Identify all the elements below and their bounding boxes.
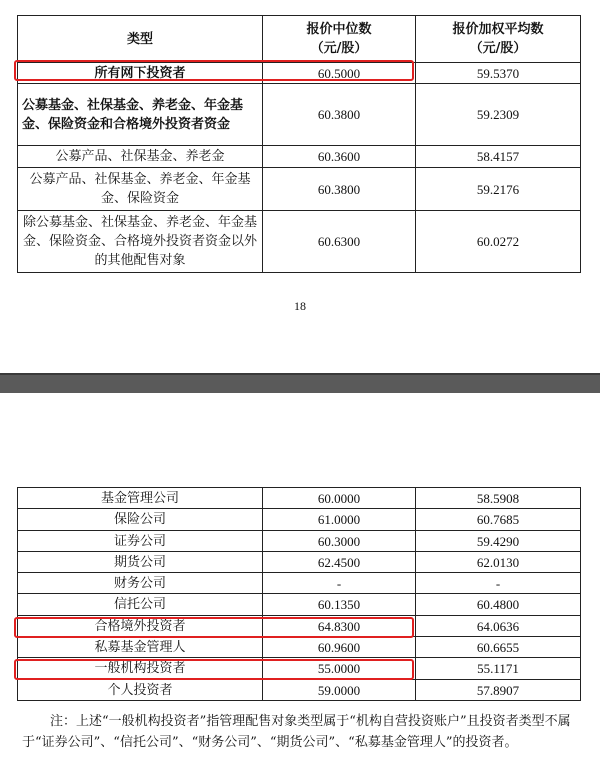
table-row <box>18 84 581 146</box>
header-median-unit: （元/股） <box>310 41 368 56</box>
row-weighted: 59.2309 <box>416 84 581 146</box>
row-median: 60.3800 <box>263 168 416 211</box>
page-number: 18 <box>294 299 306 313</box>
footnote: 注：上述“一般机构投资者”指管理配售对象类型属于“机构自营投资账户”且投资者类型不属于“证券公司”、“信托公司”、“财务公司”、“期货公司”、“私募基金管理人”的投资者。 <box>22 714 571 750</box>
table-row <box>18 594 581 616</box>
row-type: 除公募基金、社保基金、养老金、年金基金、保险资金、合格境外投资者资金以外的其他配售对象 <box>18 211 263 273</box>
row-weighted: 60.0272 <box>416 211 581 273</box>
page-separator <box>0 373 600 393</box>
row-median: 60.1350 <box>263 594 416 616</box>
row-weighted: 59.5370 <box>416 63 581 84</box>
header-weighted-title: 报价加权平均数 <box>452 22 544 37</box>
row-weighted: 58.5908 <box>416 488 581 509</box>
header-weighted-unit: （元/股） <box>469 41 527 56</box>
row-type: 期货公司 <box>18 552 263 573</box>
row-weighted: 59.4290 <box>416 531 581 552</box>
row-type: 保险公司 <box>18 509 263 531</box>
row-median: 61.0000 <box>263 509 416 531</box>
table-row <box>18 658 581 680</box>
row-weighted: 60.6655 <box>416 637 581 658</box>
row-median: 55.0000 <box>263 658 416 680</box>
row-weighted: 55.1171 <box>416 658 581 680</box>
row-weighted: - <box>416 573 581 594</box>
row-type: 私募基金管理人 <box>18 637 263 658</box>
header-weighted <box>416 16 581 63</box>
row-median: 59.0000 <box>263 680 416 701</box>
table-row <box>18 63 581 84</box>
row-type: 公募产品、社保基金、养老金、年金基金、保险资金 <box>18 168 263 211</box>
row-median: 60.5000 <box>263 63 416 84</box>
row-type: 公募基金、社保基金、养老金、年金基金、保险资金和合格境外投资者资金 <box>18 84 263 146</box>
table-row <box>18 146 581 168</box>
row-type: 证券公司 <box>18 531 263 552</box>
row-type: 信托公司 <box>18 594 263 616</box>
row-type: 公募产品、社保基金、养老金 <box>18 146 263 168</box>
table-row <box>18 168 581 211</box>
row-type: 个人投资者 <box>18 680 263 701</box>
table-row <box>18 637 581 658</box>
table-row <box>18 680 581 701</box>
price-summary-table-bottom <box>17 487 581 701</box>
price-summary-table-top <box>17 15 581 273</box>
row-median: - <box>263 573 416 594</box>
table-row <box>18 573 581 594</box>
table-row <box>18 488 581 509</box>
row-type: 一般机构投资者 <box>18 658 263 680</box>
row-weighted: 58.4157 <box>416 146 581 168</box>
row-weighted: 59.2176 <box>416 168 581 211</box>
row-type: 合格境外投资者 <box>18 616 263 637</box>
row-weighted: 57.8907 <box>416 680 581 701</box>
table-header-row <box>18 16 581 63</box>
row-type: 财务公司 <box>18 573 263 594</box>
row-median: 60.3600 <box>263 146 416 168</box>
row-weighted: 64.0636 <box>416 616 581 637</box>
row-weighted: 62.0130 <box>416 552 581 573</box>
row-median: 60.9600 <box>263 637 416 658</box>
row-median: 64.8300 <box>263 616 416 637</box>
table-row <box>18 509 581 531</box>
row-type: 基金管理公司 <box>18 488 263 509</box>
row-weighted: 60.7685 <box>416 509 581 531</box>
row-type: 所有网下投资者 <box>18 63 263 84</box>
header-median-title: 报价中位数 <box>306 22 372 37</box>
table-row <box>18 531 581 552</box>
header-median <box>263 16 416 63</box>
row-median: 60.3000 <box>263 531 416 552</box>
table-row <box>18 616 581 637</box>
table-row <box>18 552 581 573</box>
row-median: 60.6300 <box>263 211 416 273</box>
row-median: 62.4500 <box>263 552 416 573</box>
row-weighted: 60.4800 <box>416 594 581 616</box>
row-median: 60.3800 <box>263 84 416 146</box>
row-median: 60.0000 <box>263 488 416 509</box>
header-type: 类型 <box>18 16 263 63</box>
table-row <box>18 211 581 273</box>
